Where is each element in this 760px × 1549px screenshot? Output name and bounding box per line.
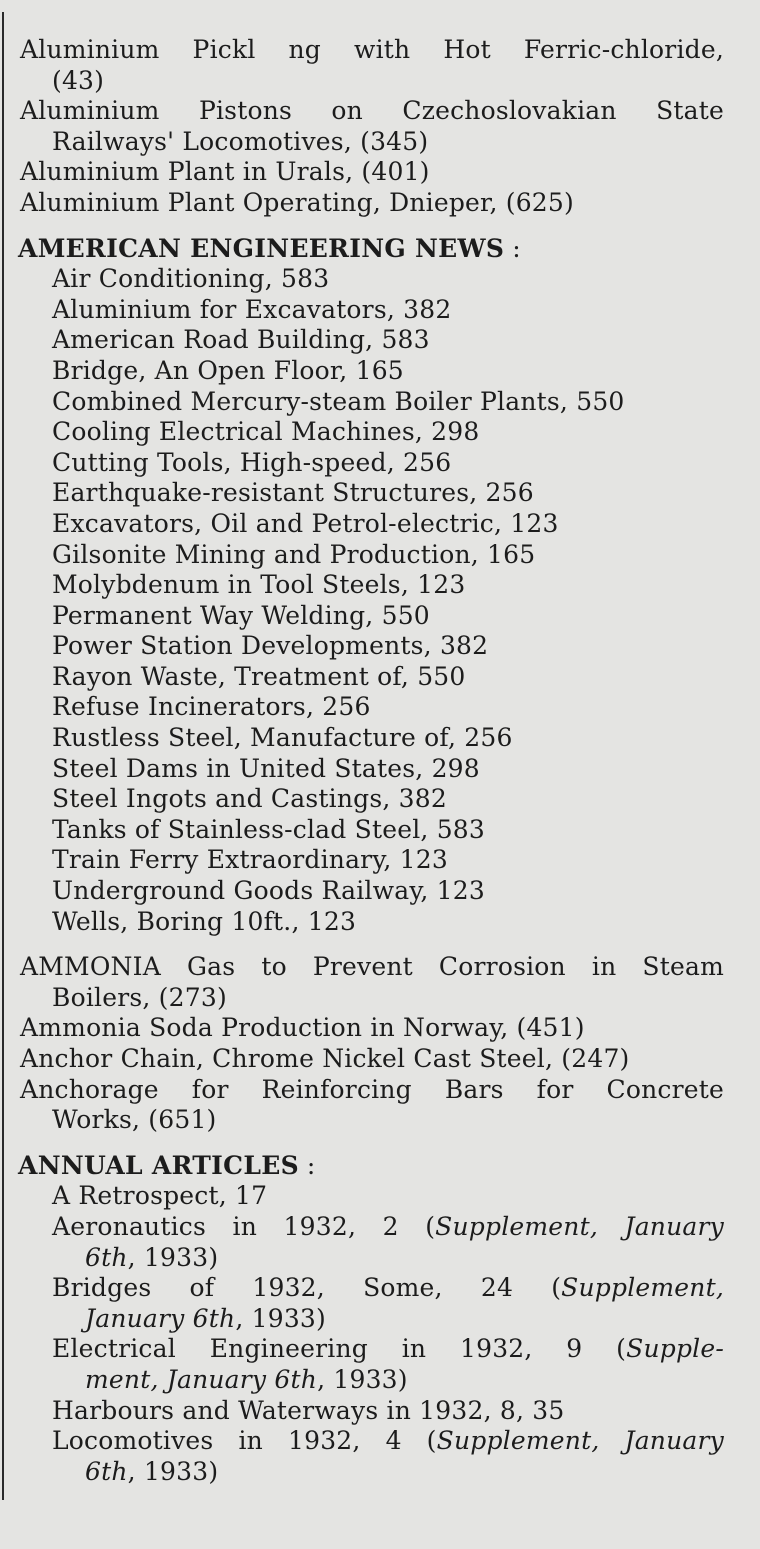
- index-entry: [0, 907, 760, 938]
- index-entry: [0, 876, 760, 907]
- entry-text: Anchor Chain, Chrome Nickel Cast Steel, (247): [20, 1044, 630, 1073]
- section-heading-colon: :: [504, 233, 521, 263]
- entry-text: , 1933): [235, 1303, 326, 1333]
- index-entry: [0, 631, 760, 662]
- entry-text: Tanks of Stainless-clad Steel, 583: [52, 814, 486, 844]
- entry-line: [0, 784, 724, 815]
- main-entry-group: [0, 952, 760, 1136]
- entry-line: [0, 815, 724, 846]
- entry-line: [0, 264, 724, 295]
- entry-text: , 1933): [317, 1364, 408, 1394]
- entry-line: [0, 96, 724, 127]
- entry-line: [0, 509, 724, 540]
- index-entry: [0, 1426, 760, 1487]
- entry-text: Underground Goods Railway, 123: [52, 876, 485, 906]
- sub-entry-group: [0, 1181, 760, 1487]
- index-entry: [0, 1212, 760, 1273]
- entry-text: Gilsonite Mining and Production, 165: [52, 539, 536, 569]
- index-entry: [0, 325, 760, 356]
- entry-line: [0, 907, 724, 938]
- entry-italic-text: January 6th: [85, 1303, 236, 1333]
- entry-line: [0, 1273, 724, 1304]
- index-entry: [0, 570, 760, 601]
- entry-line: [0, 754, 724, 785]
- entry-line: [0, 295, 724, 326]
- entry-text: Locomotives in 1932, 4 (: [52, 1426, 437, 1456]
- entry-text: Power Station Developments, 382: [52, 631, 489, 661]
- entry-text: Steel Dams in United States, 298: [52, 753, 480, 783]
- index-entry: [0, 1273, 760, 1334]
- entry-line: [0, 1181, 724, 1212]
- entry-text: AMMONIA Gas to Prevent Corrosion in Steam: [20, 952, 724, 982]
- entry-text: Cooling Electrical Machines, 298: [52, 417, 480, 447]
- entry-text: Electrical Engineering in 1932, 9 (: [52, 1334, 627, 1364]
- index-entry: [0, 1181, 760, 1212]
- entry-text: Anchorage for Reinforcing Bars for Concrete: [20, 1074, 724, 1104]
- entry-line: [0, 478, 724, 509]
- section-heading-title: AMERICAN ENGINEERING NEWS: [18, 233, 505, 263]
- entry-line: [0, 1044, 724, 1075]
- entry-italic-text: 6th: [85, 1242, 128, 1272]
- entry-line: [0, 1013, 724, 1044]
- entry-text: Aluminium Pickl ng with Hot Ferric-chloride,: [20, 35, 724, 64]
- entry-text: Wells, Boring 10ft., 123: [52, 906, 357, 936]
- sub-entry-group: [0, 264, 760, 937]
- entry-text: (43): [52, 65, 105, 95]
- index-column: [0, 35, 760, 1487]
- entry-line: [0, 983, 724, 1014]
- section-heading-title: ANNUAL ARTICLES: [18, 1150, 299, 1180]
- entry-line: [0, 570, 724, 601]
- entry-line: [0, 325, 724, 356]
- entry-line: [0, 448, 724, 479]
- entry-italic-text: 6th: [85, 1456, 128, 1486]
- entry-line: [0, 387, 724, 418]
- entry-line: [0, 1304, 724, 1335]
- entry-line: [0, 876, 724, 907]
- index-entry: [0, 692, 760, 723]
- entry-text: Railways' Locomotives, (345): [52, 126, 429, 156]
- entry-line: [0, 601, 724, 632]
- entry-text: Air Conditioning, 583: [52, 264, 330, 294]
- section-heading-colon: :: [298, 1150, 316, 1180]
- index-entry: [0, 952, 760, 1013]
- entry-text: Aluminium Plant in Urals, (401): [20, 157, 430, 187]
- entry-text: Refuse Incinerators, 256: [52, 692, 371, 722]
- entry-line: [0, 417, 724, 448]
- entry-italic-text: Supplement, January: [435, 1211, 724, 1241]
- index-entry: [0, 417, 760, 448]
- entry-text: Works, (651): [52, 1105, 217, 1135]
- entry-italic-text: Supplement,: [561, 1273, 724, 1303]
- index-entry: [0, 662, 760, 693]
- entry-italic-text: Supplement, January: [436, 1426, 724, 1456]
- entry-line: [0, 952, 724, 983]
- entry-line: [0, 1426, 724, 1457]
- entry-italic-text: ment, January 6th: [85, 1364, 318, 1394]
- entry-line: [0, 845, 724, 876]
- entry-text: Aluminium Pistons on Czechoslovakian State: [20, 96, 724, 126]
- entry-text: Ammonia Soda Production in Norway, (451): [20, 1013, 585, 1043]
- index-entry: [0, 448, 760, 479]
- entry-text: Bridges of 1932, Some, 24 (: [52, 1273, 562, 1303]
- entry-line: [0, 1105, 724, 1136]
- entry-text: Harbours and Waterways in 1932, 8, 35: [52, 1395, 565, 1425]
- entry-text: Molybdenum in Tool Steels, 123: [52, 570, 466, 600]
- index-entry: [0, 815, 760, 846]
- entry-italic-text: Supple-: [626, 1334, 724, 1364]
- entry-text: Aluminium Plant Operating, Dnieper, (625): [20, 187, 574, 217]
- entry-line: [0, 35, 724, 66]
- entry-text: Boilers, (273): [52, 982, 227, 1012]
- entry-line: [0, 631, 724, 662]
- index-entry: [0, 264, 760, 295]
- entry-text: , 1933): [127, 1242, 219, 1272]
- entry-line: [0, 723, 724, 754]
- entry-text: American Road Building, 583: [52, 325, 430, 355]
- entry-text: Cutting Tools, High-speed, 256: [52, 447, 452, 477]
- entry-line: [0, 1457, 724, 1488]
- index-entry: [0, 601, 760, 632]
- index-entry: [0, 1013, 760, 1044]
- index-entry: [0, 723, 760, 754]
- entry-line: [0, 1334, 724, 1365]
- entry-line: [0, 157, 724, 188]
- entry-text: Rustless Steel, Manufacture of, 256: [52, 723, 513, 753]
- section-heading: [0, 1151, 760, 1182]
- index-entry: [0, 157, 760, 188]
- index-entry: [0, 35, 760, 96]
- entry-text: Train Ferry Extraordinary, 123: [52, 845, 448, 875]
- index-entry: [0, 188, 760, 219]
- index-entry: [0, 845, 760, 876]
- index-entry: [0, 1075, 760, 1136]
- entry-text: , 1933): [127, 1456, 219, 1486]
- entry-text: Aeronautics in 1932, 2 (: [52, 1211, 436, 1241]
- index-entry: [0, 1044, 760, 1075]
- index-entry: [0, 96, 760, 157]
- entry-line: [0, 1243, 724, 1274]
- index-entry: [0, 478, 760, 509]
- entry-line: [0, 356, 724, 387]
- entry-text: Aluminium for Excavators, 382: [52, 294, 452, 324]
- entry-text: Bridge, An Open Floor, 165: [52, 355, 404, 385]
- entry-line: [0, 692, 724, 723]
- entry-line: [0, 66, 724, 97]
- main-entry-group: [0, 35, 760, 219]
- entry-text: Permanent Way Welding, 550: [52, 600, 430, 630]
- entry-text: Excavators, Oil and Petrol-electric, 123: [52, 508, 559, 538]
- entry-line: [0, 1212, 724, 1243]
- entry-line: [0, 188, 724, 219]
- index-entry: [0, 784, 760, 815]
- entry-text: Earthquake-resistant Structures, 256: [52, 478, 534, 508]
- entry-text: Combined Mercury-steam Boiler Plants, 550: [52, 386, 625, 416]
- entry-line: [0, 662, 724, 693]
- index-entry: [0, 387, 760, 418]
- index-entry: [0, 754, 760, 785]
- entry-text: Steel Ingots and Castings, 382: [52, 784, 447, 814]
- index-entry: [0, 1396, 760, 1427]
- index-entry: [0, 295, 760, 326]
- entry-line: [0, 1365, 724, 1396]
- entry-line: [0, 1396, 724, 1427]
- entry-text: A Retrospect, 17: [52, 1181, 268, 1211]
- entry-line: [0, 1075, 724, 1106]
- entry-text: Rayon Waste, Treatment of, 550: [52, 661, 466, 691]
- index-entry: [0, 540, 760, 571]
- entry-line: [0, 127, 724, 158]
- index-entry: [0, 356, 760, 387]
- entry-line: [0, 540, 724, 571]
- index-entry: [0, 509, 760, 540]
- index-entry: [0, 1334, 760, 1395]
- section-heading: [0, 234, 760, 265]
